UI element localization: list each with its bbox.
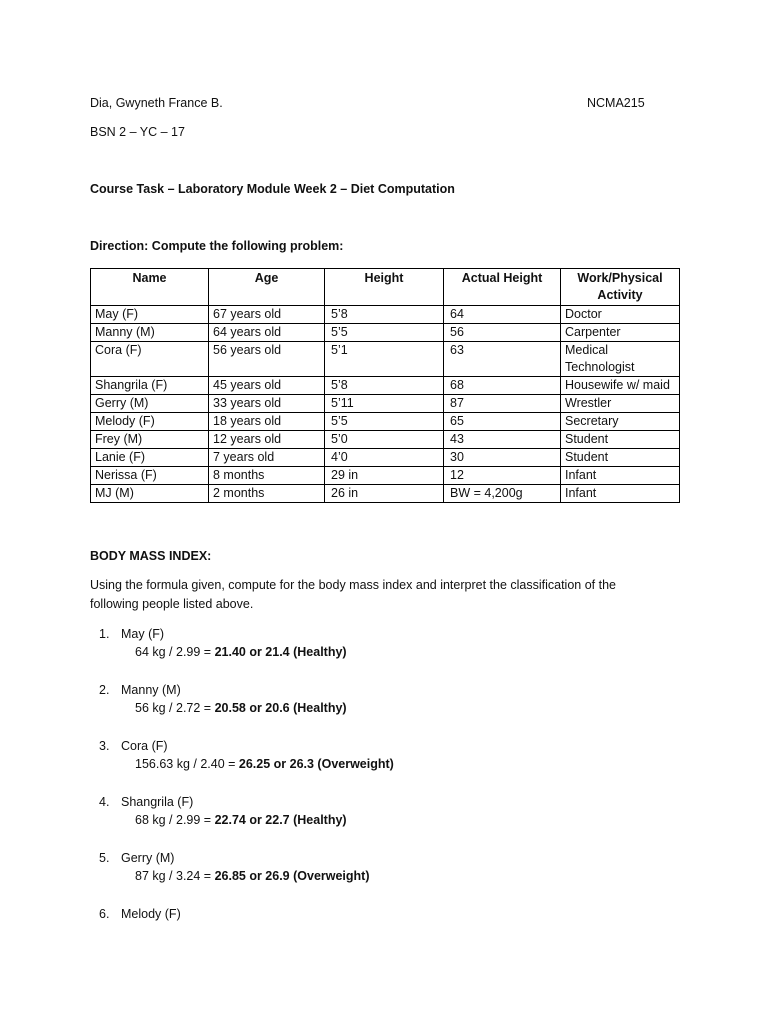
item-person: Gerry (M) [121,851,175,865]
item-person: Cora (F) [121,739,168,753]
cell-actual-height: 43 [444,431,561,449]
cell-activity: Carpenter [561,324,680,342]
item-computation [99,811,347,829]
cell-activity: Infant [561,485,680,503]
cell-actual-height: 64 [444,306,561,324]
item-computation [99,699,347,717]
cell-age: 56 years old [209,342,325,377]
item-person: Melody (F) [121,907,181,921]
item-result: 26.85 or 26.9 (Overweight) [214,869,370,883]
item-result: 20.58 or 20.6 (Healthy) [214,701,347,715]
patient-data-table [90,268,680,503]
item-result: 26.25 or 26.3 (Overweight) [238,757,394,771]
bmi-instruction-line-2: following people listed above. [90,597,254,611]
bmi-item [99,737,394,773]
cell-actual-height: 56 [444,324,561,342]
table-row [91,342,680,377]
item-computation [99,867,370,885]
column-header-name: Name [91,269,209,306]
bmi-item [99,793,347,829]
item-number: 1. [99,627,110,641]
cell-name: Nerissa (F) [91,467,209,485]
table-row [91,485,680,503]
section-label: BSN 2 – YC – 17 [90,125,185,139]
table-row [91,449,680,467]
cell-age: 2 months [209,485,325,503]
item-result: 22.74 or 22.7 (Healthy) [214,813,347,827]
cell-age: 64 years old [209,324,325,342]
bmi-heading: BODY MASS INDEX: [90,549,212,563]
cell-height: 29 in [325,467,444,485]
cell-height: 5’5 [325,413,444,431]
item-formula: 56 kg / 2.72 = [135,701,215,715]
table-row [91,306,680,324]
table-row [91,324,680,342]
item-number: 3. [99,739,110,753]
cell-height: 4’0 [325,449,444,467]
cell-name: Lanie (F) [91,449,209,467]
cell-height: 26 in [325,485,444,503]
item-formula: 68 kg / 2.99 = [135,813,215,827]
cell-activity: Student [561,449,680,467]
student-name: Dia, Gwyneth France B. [90,96,223,110]
item-formula: 64 kg / 2.99 = [135,645,215,659]
cell-actual-height: 30 [444,449,561,467]
cell-name: Manny (M) [91,324,209,342]
cell-age: 12 years old [209,431,325,449]
item-person: May (F) [121,627,165,641]
column-header-activity: Work/Physical Activity [561,269,680,306]
cell-name: Gerry (M) [91,395,209,413]
cell-activity: Doctor [561,306,680,324]
cell-height: 5’8 [325,306,444,324]
cell-age: 67 years old [209,306,325,324]
bmi-item [99,625,347,661]
cell-name: May (F) [91,306,209,324]
cell-actual-height: 63 [444,342,561,377]
direction-text: Direction: Compute the following problem: [90,239,344,253]
cell-height: 5’1 [325,342,444,377]
item-computation [99,755,394,773]
item-formula: 87 kg / 3.24 = [135,869,215,883]
column-header-height: Height [325,269,444,306]
item-person: Shangrila (F) [121,795,194,809]
item-person: Manny (M) [121,683,181,697]
cell-age: 8 months [209,467,325,485]
cell-name: Cora (F) [91,342,209,377]
table-row [91,467,680,485]
bmi-instruction-line-1: Using the formula given, compute for the body mass index and interpret the classification of the [90,578,616,592]
bmi-item [99,681,347,717]
cell-activity: Secretary [561,413,680,431]
cell-actual-height: 68 [444,377,561,395]
cell-activity: Wrestler [561,395,680,413]
item-number: 6. [99,907,110,921]
table-row [91,413,680,431]
cell-height: 5’11 [325,395,444,413]
table-row [91,377,680,395]
cell-name: Frey (M) [91,431,209,449]
table-row [91,431,680,449]
column-header-actual-height: Actual Height [444,269,561,306]
cell-activity: Medical Technologist [561,342,680,377]
cell-activity: Housewife w/ maid [561,377,680,395]
item-computation [99,643,347,661]
bmi-item [99,849,370,885]
cell-height: 5’0 [325,431,444,449]
cell-name: Shangrila (F) [91,377,209,395]
cell-actual-height: 87 [444,395,561,413]
cell-name: Melody (F) [91,413,209,431]
cell-actual-height: 12 [444,467,561,485]
cell-actual-height: 65 [444,413,561,431]
cell-activity: Student [561,431,680,449]
cell-height: 5’8 [325,377,444,395]
task-title: Course Task – Laboratory Module Week 2 – Diet Computation [90,182,455,196]
course-code: NCMA215 [587,96,645,110]
cell-activity: Infant [561,467,680,485]
item-formula: 156.63 kg / 2.40 = [135,757,239,771]
cell-age: 33 years old [209,395,325,413]
table-header-row [91,269,680,306]
bmi-item [99,905,181,923]
table-row [91,395,680,413]
cell-age: 7 years old [209,449,325,467]
cell-age: 18 years old [209,413,325,431]
cell-age: 45 years old [209,377,325,395]
item-result: 21.40 or 21.4 (Healthy) [214,645,347,659]
cell-actual-height: BW = 4,200g [444,485,561,503]
item-number: 2. [99,683,110,697]
cell-height: 5’5 [325,324,444,342]
item-number: 4. [99,795,110,809]
item-number: 5. [99,851,110,865]
column-header-age: Age [209,269,325,306]
cell-name: MJ (M) [91,485,209,503]
